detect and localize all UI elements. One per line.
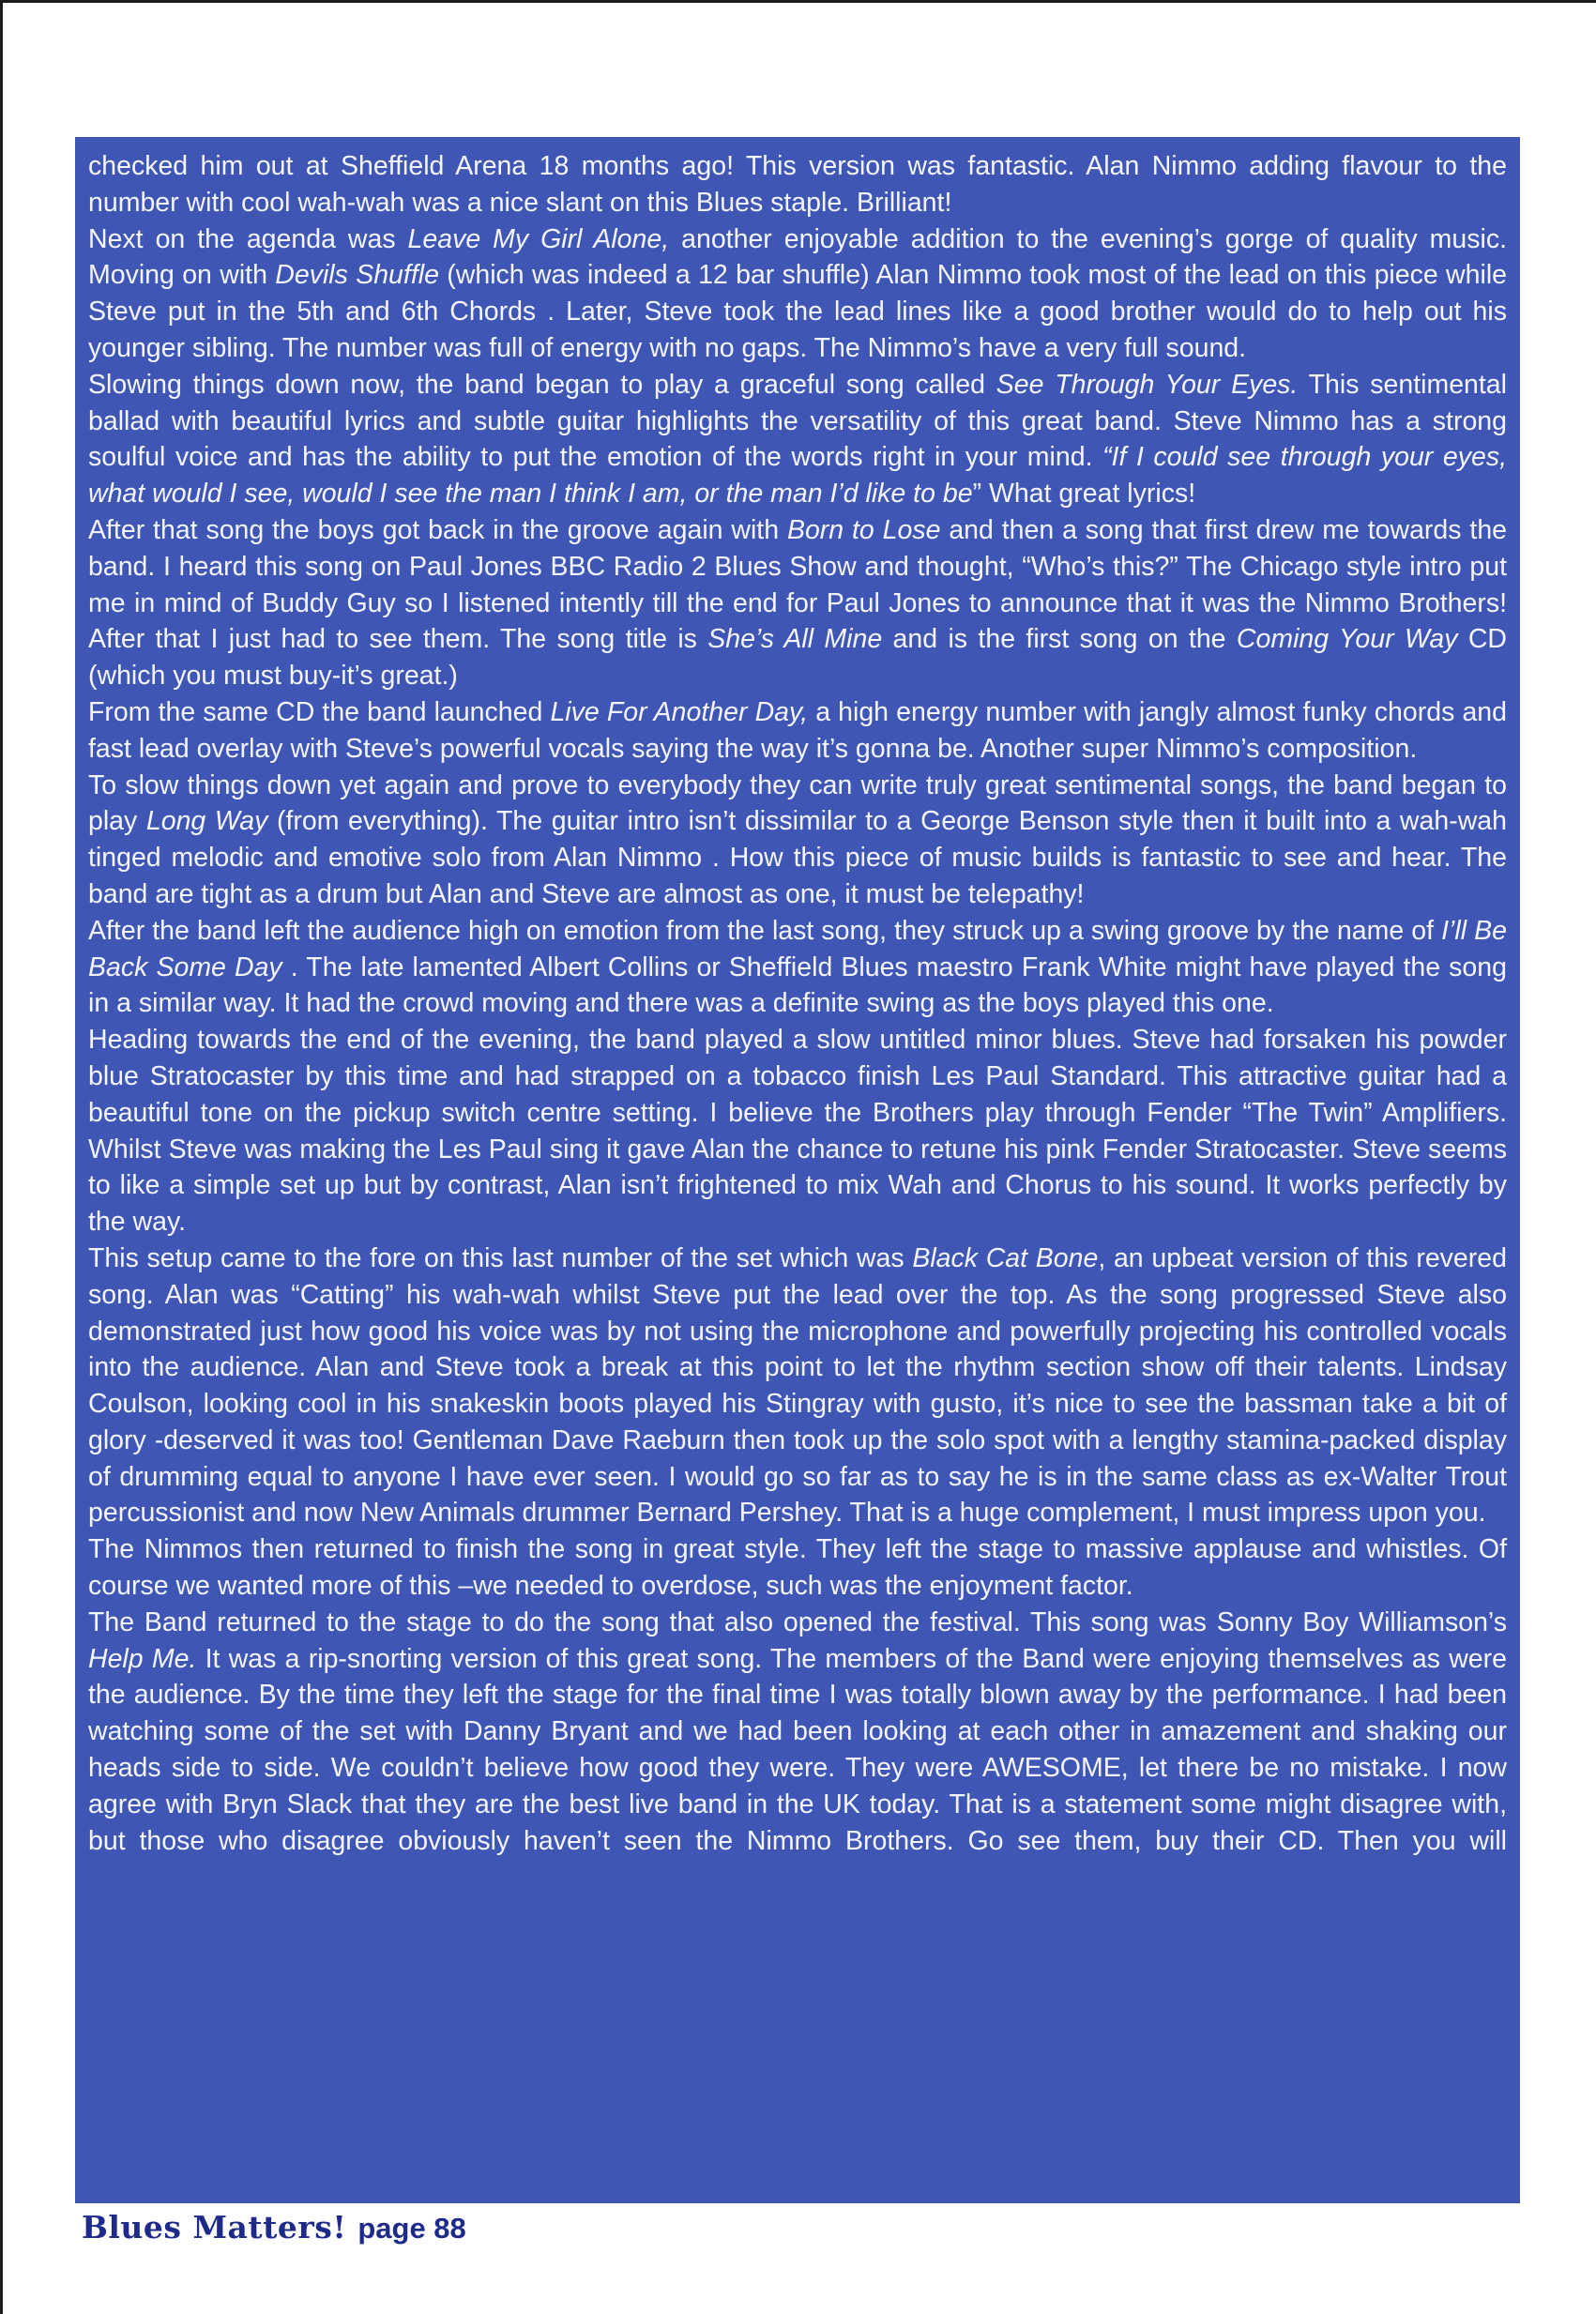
magazine-title: Blues Matters! — [82, 2209, 347, 2245]
text-run: and is the first song on the — [882, 624, 1237, 655]
text-run: ” What great lyrics! — [972, 479, 1196, 510]
page-footer — [82, 2209, 466, 2250]
text-run: To slow things down yet again and prove to everybody they can write truly great sentimental songs, the band began to play — [88, 769, 1507, 837]
text-run: another enjoyable addition to the evening’s gorge of quality music. Moving on with — [88, 223, 1507, 291]
italic-title-run: She’s All Mine — [707, 624, 883, 655]
text-run: After that song the boys got back in the groove again with — [88, 514, 787, 545]
text-run: From the same CD the band launched — [88, 696, 551, 727]
article-paragraph — [88, 694, 1507, 768]
italic-title-run: Born to Lose — [786, 514, 941, 545]
italic-title-run: See Through Your Eyes. — [996, 369, 1299, 400]
article-paragraph — [88, 512, 1507, 694]
text-run: Next on the agenda was — [88, 223, 408, 254]
text-run: The Band returned to the stage to do the song that also opened the festival. This song was Sonny Boy Williamson’s — [88, 1606, 1507, 1637]
article-paragraph — [88, 148, 1507, 221]
article-paragraph — [88, 913, 1507, 1022]
text-run: Slowing things down now, the band began to play a graceful song called — [88, 369, 996, 400]
page-number: page 88 — [357, 2212, 466, 2245]
article-paragraph — [88, 1605, 1507, 1860]
text-run: It was a rip-snorting version of this great song. The members of the Band were enjoying themselves as were the audience. By the time they left the stage for the final time I was totally blown away by the performance. I had been watching some of the set with Danny Bryant and we had been looking at each other in amazement and shaking our heads side to side. We couldn’t believe how good they were. They were AWESOME, let there be no mistake. I now agree with Bryn Slack that they are the best live band in the UK today. That is a statement some might disagree with, but those who disagree obviously haven’t seen the Nimmo Brothers. Go see them, buy their CD. Then you will — [88, 1643, 1507, 1856]
text-run: This sentimental ballad with beautiful lyrics and subtle guitar highlights the versatility of this great band. Steve Nimmo has a strong soulful voice and has the ability to put the emotion of the words right in your mind. — [88, 369, 1507, 473]
article-body — [88, 148, 1507, 1859]
article-paragraph — [88, 768, 1507, 913]
text-run: a high energy number with jangly almost funky chords and fast lead overlay with Steve’s powerful vocals saying the way it’s gonna be. Another super Nimmo’s composition. — [88, 696, 1507, 764]
italic-title-run: Long Way — [145, 806, 268, 837]
italic-title-run: I’ll Be Back Some Day — [88, 915, 1507, 982]
italic-title-run: Black Cat Bone — [912, 1242, 1099, 1273]
text-run: (which was indeed a 12 bar shuffle) Alan Nimmo took most of the lead on this piece while Steve put in the 5th and 6th Chords . Later, Steve took the lead lines like a good brother would do to help out his younger sibling. The number was full of energy with no gaps. The Nimmo’s have a very full sound. — [88, 260, 1507, 363]
italic-title-run: Coming Your Way — [1236, 624, 1458, 655]
italic-title-run: Devils Shuffle — [275, 260, 439, 291]
article-paragraph — [88, 367, 1507, 512]
article-panel — [75, 137, 1520, 2203]
text-run: This setup came to the fore on this last number of the set which was — [88, 1242, 913, 1273]
scan-edge-top — [0, 0, 1596, 3]
text-run: . The late lamented Albert Collins or Sheffield Blues maestro Frank White might have played the song in a similar way. It had the crowd moving and there was a definite swing as the boys played this one. — [88, 951, 1507, 1019]
article-paragraph — [88, 221, 1507, 367]
scan-edge-left — [0, 0, 3, 2314]
text-run: and then a song that first drew me towards the band. I heard this song on Paul Jones BBC Radio 2 Blues Show and thought, “Who’s this?” The Chicago style intro put me in mind of Buddy Guy so I listened intently till the end for Paul Jones to announce that it was the Nimmo Brothers! After that I just had to see them. The song title is — [88, 514, 1508, 655]
italic-title-run: “If I could see through your eyes, what would I see, would I see the man I think I am, or the man I’d like to be — [88, 442, 1507, 510]
italic-title-run: Leave My Girl Alone, — [407, 223, 670, 254]
article-paragraph — [88, 1241, 1507, 1531]
text-run: CD (which you must buy-it’s great.) — [88, 624, 1507, 692]
text-run: , an upbeat version of this revered song. Alan was “Catting” his wah-wah whilst Steve put the lead over the top. As the song progressed Steve also demonstrated just how good his voice was by not using the microphone and powerfully projecting his controlled vocals into the audience. Alan and Steve took a break at this point to let the rhythm section show off their talents. Lindsay Coulson, looking cool in his snakeskin boots played his Stingray with gusto, it’s nice to see the bassman take a bit of glory -deserved it was too! Gentleman Dave Raeburn then took up the solo spot with a lengthy stamina-packed display of drumming equal to anyone I have ever seen. I would go so far as to say he is in the same class as ex-Walter Trout percussionist and now New Animals drummer Bernard Pershey. That is a huge complement, I must impress upon you. — [88, 1242, 1507, 1529]
text-run: After the band left the audience high on emotion from the last song, they struck up a swing groove by the name of — [88, 915, 1442, 946]
text-run: Heading towards the end of the evening, the band played a slow untitled minor blues. Steve had forsaken his powder blue Stratocaster by this time and had strapped on a tobacco finish Les Paul Standard. This attractive guitar had a beautiful tone on the pickup switch centre setting. I believe the Brothers play through Fender “The Twin” Amplifiers. Whilst Steve was making the Les Paul sing it gave Alan the chance to retune his pink Fender Stratocaster. Steve seems to like a simple set up but by contrast, Alan isn’t frightened to mix Wah and Chorus to his sound. It works perfectly by the way. — [88, 1025, 1507, 1238]
article-paragraph — [88, 1531, 1507, 1605]
italic-title-run: Help Me. — [88, 1643, 197, 1674]
text-run: The Nimmos then returned to finish the song in great style. They left the stage to massive applause and whistles. Of course we wanted more of this –we needed to overdose, such was the enjoyment factor. — [88, 1534, 1507, 1602]
text-run: checked him out at Sheffield Arena 18 months ago! This version was fantastic. Alan Nimmo adding flavour to the number with cool wah-wah was a nice slant on this Blues staple. Brilliant! — [88, 151, 1507, 218]
text-run: (from everything). The guitar intro isn’t dissimilar to a George Benson style then it built into a wah-wah tinged melodic and emotive solo from Alan Nimmo . How this piece of music builds is fantastic to see and hear. The band are tight as a drum but Alan and Steve are almost as one, it must be telepathy! — [88, 806, 1507, 909]
article-paragraph — [88, 1022, 1507, 1241]
italic-title-run: Live For Another Day, — [550, 696, 809, 727]
